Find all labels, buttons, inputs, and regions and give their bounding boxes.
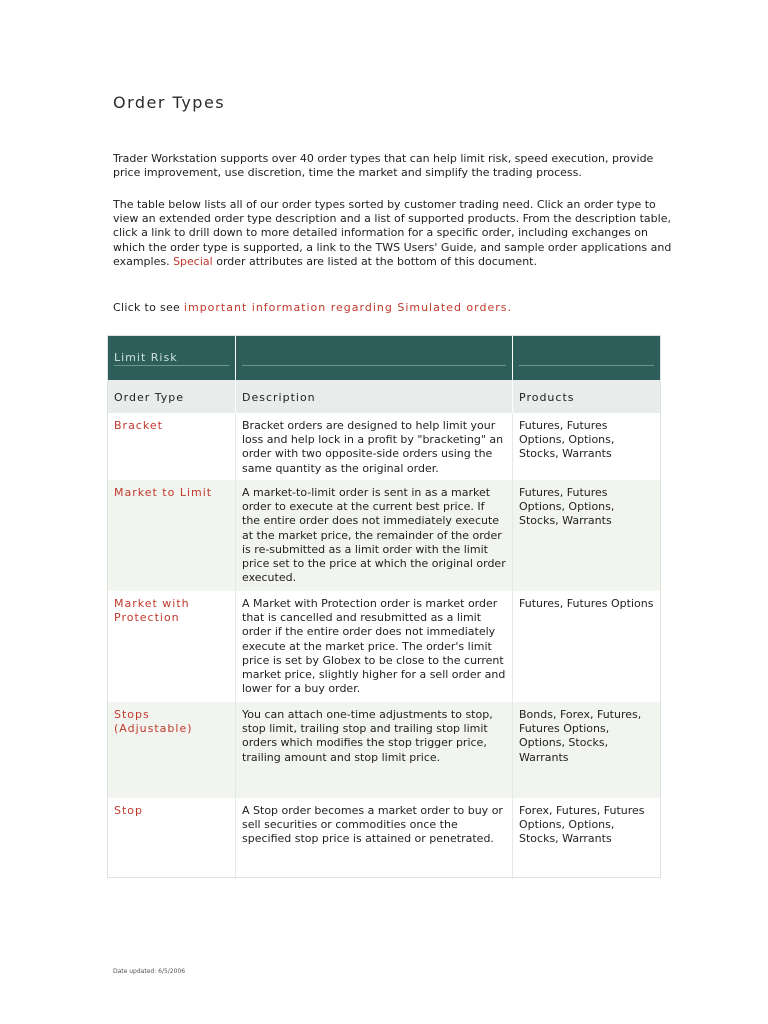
description-cell: Bracket orders are designed to help limit your loss and help lock in a profit by "bracketing" an order with two opposite-side orders using the same quantity as the original order.	[242, 419, 504, 475]
date-updated: Date updated: 6/5/2006	[113, 968, 186, 975]
products-cell: Forex, Futures, Futures Options, Options, Stocks, Warrants	[519, 804, 645, 846]
order-type-link[interactable]: Stops (Adjustable)	[114, 708, 193, 735]
order-type-link[interactable]: Bracket	[114, 419, 163, 432]
description-cell: A Market with Protection order is market order that is cancelled and resubmitted as a limit order if the entire order does not immediately execute at the market price. The order's limit price is set by Globex to be close to the current market price, slightly higher for a sell order and lower for a buy order.	[242, 597, 506, 696]
table-row	[108, 702, 660, 798]
order-type-link[interactable]: Stop	[114, 804, 144, 817]
column-header-label: Products	[519, 391, 575, 404]
column-header-label: Order Type	[114, 391, 185, 404]
table-row	[108, 798, 660, 877]
header-rule	[242, 365, 506, 366]
products-cell: Futures, Futures Options, Options, Stocks, Warrants	[519, 486, 615, 528]
page-title: Order Types	[113, 93, 226, 112]
products-cell: Futures, Futures Options, Options, Stocks, Warrants	[519, 419, 615, 461]
section-header-cell	[236, 336, 512, 380]
column-header-products	[513, 380, 660, 413]
column-divider	[512, 413, 513, 879]
header-rule	[114, 365, 229, 366]
simulated-orders-link[interactable]: important information regarding Simulated orders.	[183, 301, 512, 314]
description-cell: A market-to-limit order is sent in as a market order to execute at the current best price. If the entire order does not immediately execute at the market price, the remainder of the order is re-submitted as a limit order with the limit price set to the price at which the original order executed.	[242, 486, 506, 585]
section-header-cell	[108, 336, 235, 380]
paragraph-text: Click to see	[113, 301, 184, 314]
special-link[interactable]: Special	[173, 254, 213, 268]
column-header-description	[236, 380, 512, 413]
section-label: Limit Risk	[114, 351, 178, 364]
order-type-link[interactable]: Market with Protection	[114, 597, 190, 624]
intro-paragraph: Trader Workstation supports over 40 order types that can help limit risk, speed execution, provide price improvement, use discretion, time the market and simplify the trading process.	[113, 152, 654, 180]
table-row	[108, 480, 660, 591]
header-rule	[519, 365, 654, 366]
paragraph-text: The table below lists all of our order types sorted by customer trading need. Click an order type to view an extended order type description and a list of supported products. From the description table, click a link to drill down to more detailed information for a specific order, including exchanges on which the order type is supported, a link to the TWS Users' Guide, and sample order applications and examples.	[113, 198, 672, 268]
paragraph-text: order attributes are listed at the bottom of this document.	[212, 254, 537, 268]
products-cell: Bonds, Forex, Futures, Futures Options, Options, Stocks, Warrants	[519, 708, 642, 764]
order-types-table	[107, 335, 661, 878]
simulated-orders-paragraph	[113, 301, 673, 315]
description-cell: A Stop order becomes a market order to buy or sell securities or commodities once the specified stop price is attained or penetrated.	[242, 804, 503, 846]
column-header-label: Description	[242, 391, 316, 404]
column-divider	[235, 413, 236, 879]
column-header-order-type	[108, 380, 235, 413]
products-cell: Futures, Futures Options	[519, 597, 654, 610]
order-type-link[interactable]: Market to Limit	[114, 486, 213, 499]
description-cell: You can attach one-time adjustments to stop, stop limit, trailing stop and trailing stop limit orders which modifies the stop trigger price, trailing amount and stop limit price.	[242, 708, 493, 764]
table-description-paragraph	[113, 198, 673, 269]
section-header-cell	[513, 336, 660, 380]
table-row	[108, 591, 660, 702]
table-row	[108, 413, 660, 480]
